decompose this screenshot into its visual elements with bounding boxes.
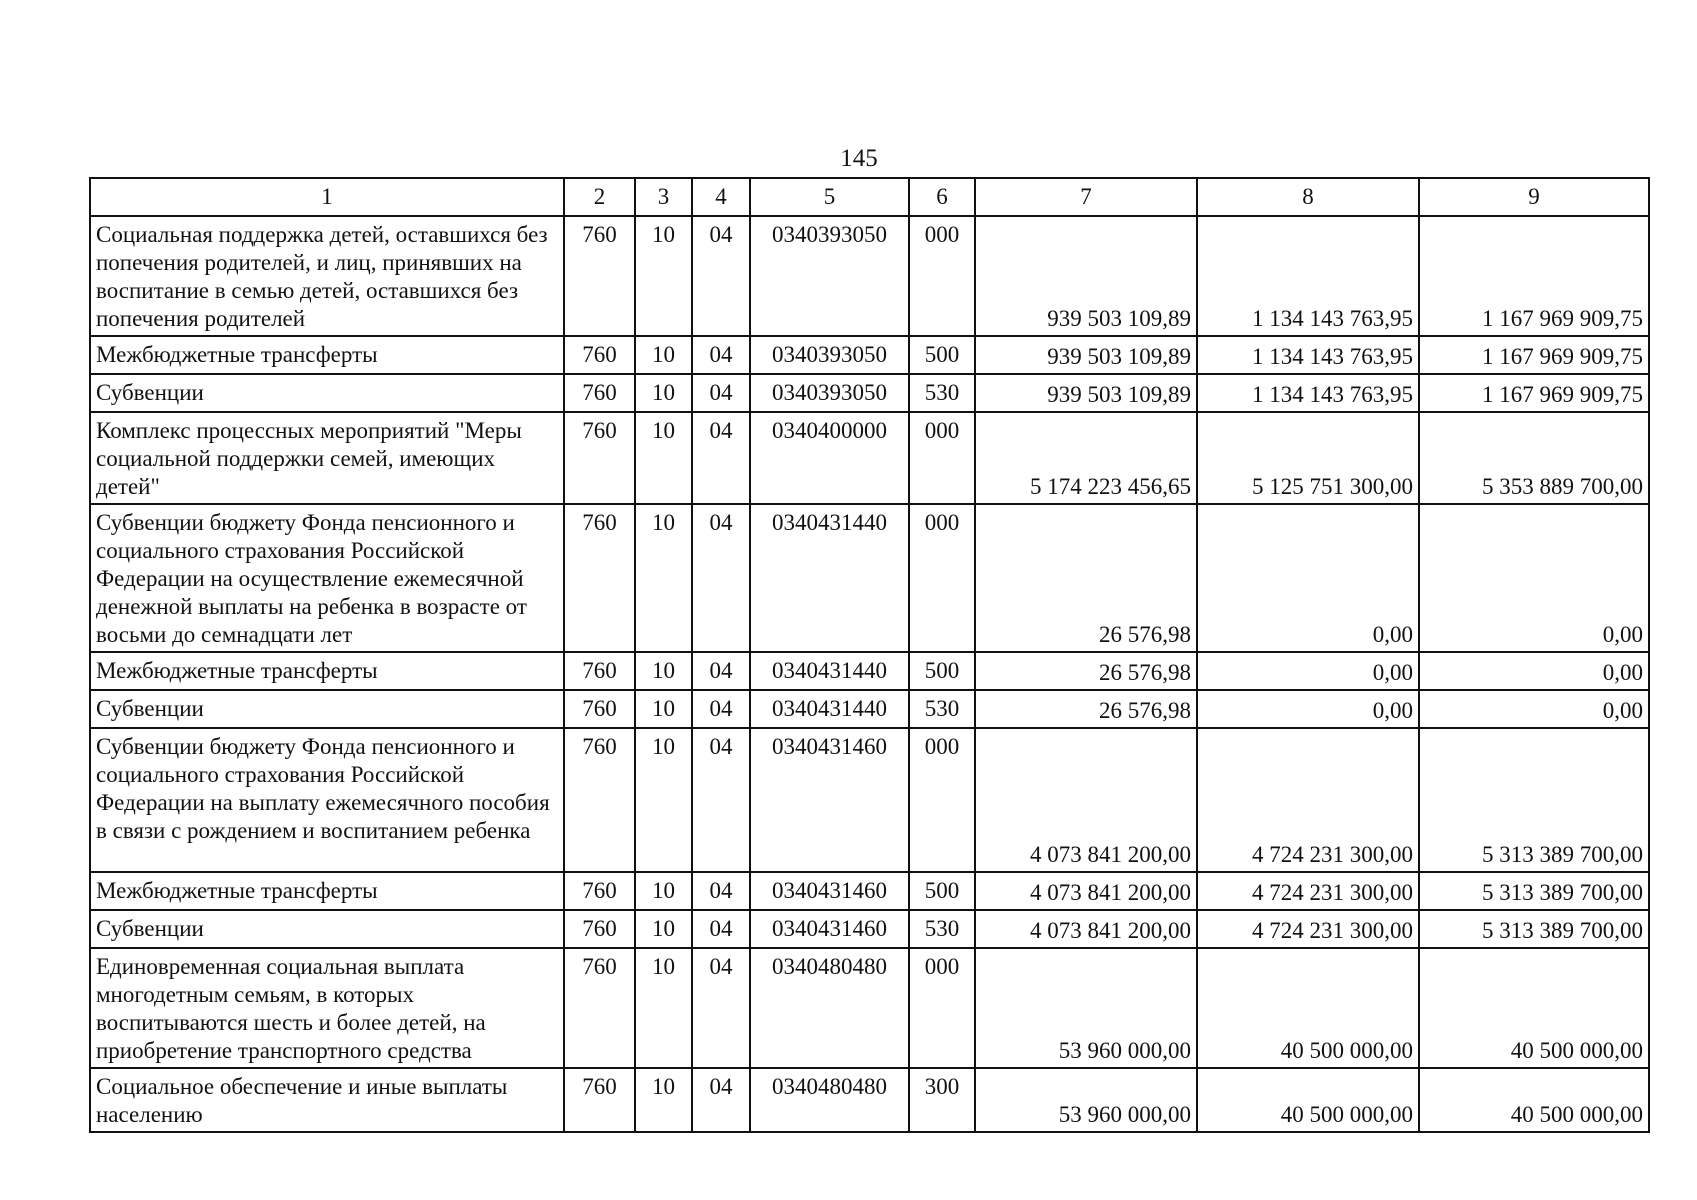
cell-amount-col7: 26 576,98: [975, 690, 1197, 728]
cell-amount-col9: 40 500 000,00: [1419, 948, 1649, 1068]
cell-section: 10: [635, 652, 692, 690]
row-name: Субвенции: [90, 690, 564, 728]
row-name: Социальное обеспечение и иные выплаты населению: [90, 1068, 564, 1132]
cell-expense-type: 000: [909, 948, 975, 1068]
column-header: 8: [1197, 178, 1419, 216]
cell-ministry: 760: [564, 336, 635, 374]
column-header: 6: [909, 178, 975, 216]
cell-section: 10: [635, 1068, 692, 1132]
cell-amount-col8: 1 134 143 763,95: [1197, 374, 1419, 412]
row-name: Единовременная социальная выплата многодетным семьям, в которых воспитываются шесть и более детей, на приобретение транспортного средства: [90, 948, 564, 1068]
cell-section: 10: [635, 412, 692, 504]
cell-amount-col7: 939 503 109,89: [975, 374, 1197, 412]
cell-ministry: 760: [564, 948, 635, 1068]
cell-expense-type: 530: [909, 690, 975, 728]
cell-amount-col7: 4 073 841 200,00: [975, 910, 1197, 948]
cell-subsection: 04: [692, 910, 750, 948]
cell-amount-col7: 4 073 841 200,00: [975, 872, 1197, 910]
cell-ministry: 760: [564, 872, 635, 910]
cell-section: 10: [635, 336, 692, 374]
row-name: Социальная поддержка детей, оставшихся без попечения родителей, и лиц, принявших на воспитание в семью детей, оставшихся без попечения родителей: [90, 216, 564, 336]
cell-target-article: 0340431440: [750, 652, 909, 690]
page-number: 145: [840, 145, 878, 172]
cell-target-article: 0340431460: [750, 728, 909, 872]
cell-subsection: 04: [692, 374, 750, 412]
cell-target-article: 0340393050: [750, 374, 909, 412]
cell-target-article: 0340431460: [750, 910, 909, 948]
row-name: Субвенции: [90, 910, 564, 948]
row-name: Субвенции бюджету Фонда пенсионного и социального страхования Российской Федерации на выплату ежемесячного пособия в связи с рождением и воспитанием ребенка: [90, 728, 564, 872]
table-row: [90, 728, 1649, 872]
cell-amount-col8: 0,00: [1197, 652, 1419, 690]
cell-subsection: 04: [692, 1068, 750, 1132]
column-header: 7: [975, 178, 1197, 216]
cell-expense-type: 500: [909, 336, 975, 374]
cell-expense-type: 500: [909, 652, 975, 690]
table-row: [90, 504, 1649, 652]
cell-amount-col9: 1 167 969 909,75: [1419, 336, 1649, 374]
cell-section: 10: [635, 504, 692, 652]
row-name: Субвенции бюджету Фонда пенсионного и социального страхования Российской Федерации на осуществление ежемесячной денежной выплаты на ребенка в возрасте от восьми до семнадцати лет: [90, 504, 564, 652]
cell-amount-col8: 5 125 751 300,00: [1197, 412, 1419, 504]
cell-amount-col9: 0,00: [1419, 652, 1649, 690]
cell-ministry: 760: [564, 690, 635, 728]
cell-subsection: 04: [692, 652, 750, 690]
cell-subsection: 04: [692, 216, 750, 336]
cell-target-article: 0340400000: [750, 412, 909, 504]
cell-expense-type: 000: [909, 728, 975, 872]
row-name: Субвенции: [90, 374, 564, 412]
cell-amount-col9: 5 313 389 700,00: [1419, 872, 1649, 910]
cell-ministry: 760: [564, 216, 635, 336]
table-row: [90, 216, 1649, 336]
cell-amount-col7: 53 960 000,00: [975, 948, 1197, 1068]
cell-amount-col8: 1 134 143 763,95: [1197, 336, 1419, 374]
table-row: [90, 1068, 1649, 1132]
cell-amount-col7: 939 503 109,89: [975, 336, 1197, 374]
cell-section: 10: [635, 216, 692, 336]
cell-amount-col9: 0,00: [1419, 504, 1649, 652]
cell-section: 10: [635, 872, 692, 910]
cell-ministry: 760: [564, 374, 635, 412]
cell-section: 10: [635, 690, 692, 728]
cell-target-article: 0340480480: [750, 1068, 909, 1132]
cell-expense-type: 300: [909, 1068, 975, 1132]
column-header: 5: [750, 178, 909, 216]
cell-ministry: 760: [564, 652, 635, 690]
cell-subsection: 04: [692, 412, 750, 504]
cell-amount-col7: 4 073 841 200,00: [975, 728, 1197, 872]
cell-target-article: 0340431460: [750, 872, 909, 910]
cell-expense-type: 530: [909, 374, 975, 412]
cell-amount-col7: 26 576,98: [975, 504, 1197, 652]
cell-section: 10: [635, 910, 692, 948]
cell-ministry: 760: [564, 728, 635, 872]
cell-expense-type: 000: [909, 412, 975, 504]
column-header: 1: [90, 178, 564, 216]
cell-amount-col8: 1 134 143 763,95: [1197, 216, 1419, 336]
cell-amount-col9: 1 167 969 909,75: [1419, 374, 1649, 412]
cell-amount-col8: 4 724 231 300,00: [1197, 872, 1419, 910]
cell-target-article: 0340393050: [750, 336, 909, 374]
cell-subsection: 04: [692, 872, 750, 910]
header-row: [90, 178, 1649, 216]
cell-target-article: 0340480480: [750, 948, 909, 1068]
column-header: 3: [635, 178, 692, 216]
cell-ministry: 760: [564, 1068, 635, 1132]
row-name: Межбюджетные трансферты: [90, 872, 564, 910]
cell-amount-col8: 40 500 000,00: [1197, 1068, 1419, 1132]
table-row: [90, 652, 1649, 690]
budget-table: [89, 177, 1650, 1133]
column-header: 2: [564, 178, 635, 216]
cell-subsection: 04: [692, 690, 750, 728]
cell-amount-col8: 0,00: [1197, 504, 1419, 652]
table-row: [90, 336, 1649, 374]
column-header: 9: [1419, 178, 1649, 216]
cell-amount-col7: 939 503 109,89: [975, 216, 1197, 336]
table-row: [90, 374, 1649, 412]
table-row: [90, 872, 1649, 910]
cell-amount-col9: 40 500 000,00: [1419, 1068, 1649, 1132]
cell-amount-col7: 53 960 000,00: [975, 1068, 1197, 1132]
row-name: Межбюджетные трансферты: [90, 652, 564, 690]
cell-amount-col8: 4 724 231 300,00: [1197, 728, 1419, 872]
cell-expense-type: 500: [909, 872, 975, 910]
cell-ministry: 760: [564, 504, 635, 652]
column-header: 4: [692, 178, 750, 216]
cell-amount-col7: 5 174 223 456,65: [975, 412, 1197, 504]
cell-target-article: 0340431440: [750, 504, 909, 652]
cell-amount-col9: 5 313 389 700,00: [1419, 910, 1649, 948]
cell-amount-col7: 26 576,98: [975, 652, 1197, 690]
cell-expense-type: 000: [909, 504, 975, 652]
row-name: Межбюджетные трансферты: [90, 336, 564, 374]
cell-target-article: 0340431440: [750, 690, 909, 728]
cell-section: 10: [635, 728, 692, 872]
cell-amount-col8: 4 724 231 300,00: [1197, 910, 1419, 948]
cell-expense-type: 000: [909, 216, 975, 336]
cell-amount-col8: 0,00: [1197, 690, 1419, 728]
cell-amount-col9: 1 167 969 909,75: [1419, 216, 1649, 336]
cell-subsection: 04: [692, 336, 750, 374]
cell-expense-type: 530: [909, 910, 975, 948]
table-row: [90, 412, 1649, 504]
cell-ministry: 760: [564, 412, 635, 504]
cell-subsection: 04: [692, 948, 750, 1068]
cell-ministry: 760: [564, 910, 635, 948]
cell-subsection: 04: [692, 504, 750, 652]
cell-amount-col9: 5 353 889 700,00: [1419, 412, 1649, 504]
table-row: [90, 690, 1649, 728]
cell-section: 10: [635, 948, 692, 1068]
table-row: [90, 910, 1649, 948]
row-name: Комплекс процессных мероприятий "Меры социальной поддержки семей, имеющих детей": [90, 412, 564, 504]
cell-amount-col9: 0,00: [1419, 690, 1649, 728]
table-row: [90, 948, 1649, 1068]
cell-subsection: 04: [692, 728, 750, 872]
cell-amount-col9: 5 313 389 700,00: [1419, 728, 1649, 872]
cell-amount-col8: 40 500 000,00: [1197, 948, 1419, 1068]
cell-target-article: 0340393050: [750, 216, 909, 336]
cell-section: 10: [635, 374, 692, 412]
